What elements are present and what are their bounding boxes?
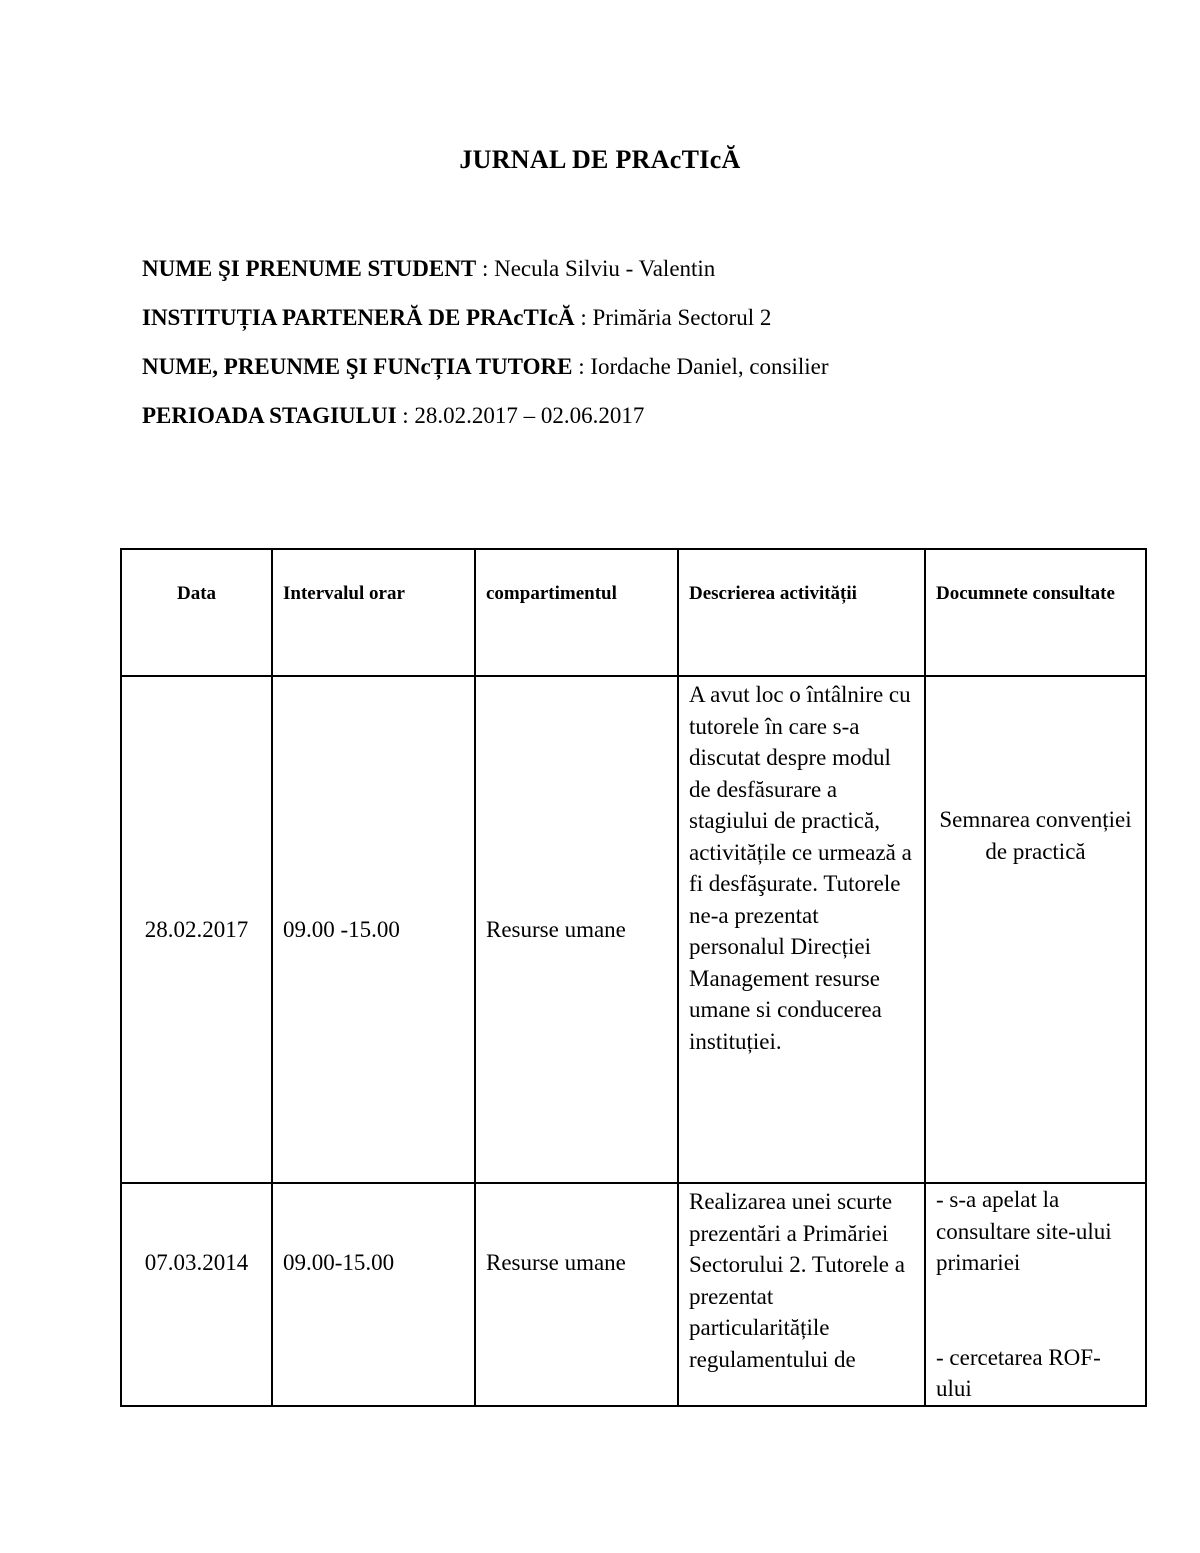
- table-row: [121, 1183, 1146, 1406]
- document-title: JURNAL DE PRAcTIcĂ: [459, 145, 741, 174]
- info-period-label: PERIOADA STAGIULUI: [142, 403, 397, 428]
- cell-date: 28.02.2017: [121, 676, 272, 1183]
- document-item: - s-a apelat la consultare site-ului primariei: [936, 1187, 1112, 1275]
- header-department: compartimentul: [475, 549, 678, 676]
- header-documents: Documnete consultate: [925, 549, 1146, 676]
- table-row: [121, 676, 1146, 1183]
- info-period-value: : 28.02.2017 – 02.06.2017: [396, 403, 645, 428]
- info-student-value: : Necula Silviu - Valentin: [476, 256, 716, 281]
- cell-interval: 09.00-15.00: [272, 1183, 475, 1406]
- info-tutor-value: : Iordache Daniel, consilier: [572, 354, 829, 379]
- info-student: [142, 254, 715, 284]
- cell-interval: 09.00 -15.00: [272, 676, 475, 1183]
- info-institution-label: INSTITUȚIA PARTENERĂ DE PRAcTIcĂ: [142, 305, 575, 330]
- cell-documents: Semnarea convenției de practică: [925, 676, 1146, 1183]
- cell-department: Resurse umane: [475, 676, 678, 1183]
- info-tutor-label: NUME, PREUNME ŞI FUNcȚIA TUTORE: [142, 354, 573, 379]
- header-description: Descrierea activității: [678, 549, 925, 676]
- cell-department: Resurse umane: [475, 1183, 678, 1406]
- cell-description: Realizarea unei scurte prezentări a Primăriei Sectorului 2. Tutorele a prezentat particularitățile regulamentului de: [678, 1183, 925, 1406]
- cell-description: A avut loc o întâlnire cu tutorele în care s-a discutat despre modul de desfăsurare a stagiului de practică, activitățile ce urmează a fi desfăşurate. Tutorele ne-a prezentat personalul Direcției Management resurse umane si conducerea instituției.: [678, 676, 925, 1183]
- cell-documents: [925, 1183, 1146, 1406]
- info-student-label: NUME ŞI PRENUME STUDENT: [142, 256, 477, 281]
- cell-date: 07.03.2014: [121, 1183, 272, 1406]
- header-date: Data: [121, 549, 272, 676]
- document-item: - cercetarea ROF-ului: [936, 1344, 1101, 1401]
- info-period: [142, 401, 644, 431]
- info-institution-value: : Primăria Sectorul 2: [574, 305, 772, 330]
- header-interval: Intervalul orar: [272, 549, 475, 676]
- info-institution: [142, 303, 771, 333]
- info-tutor: [142, 352, 829, 382]
- table-header-row: [121, 549, 1146, 676]
- practice-journal-table: [120, 548, 1147, 1407]
